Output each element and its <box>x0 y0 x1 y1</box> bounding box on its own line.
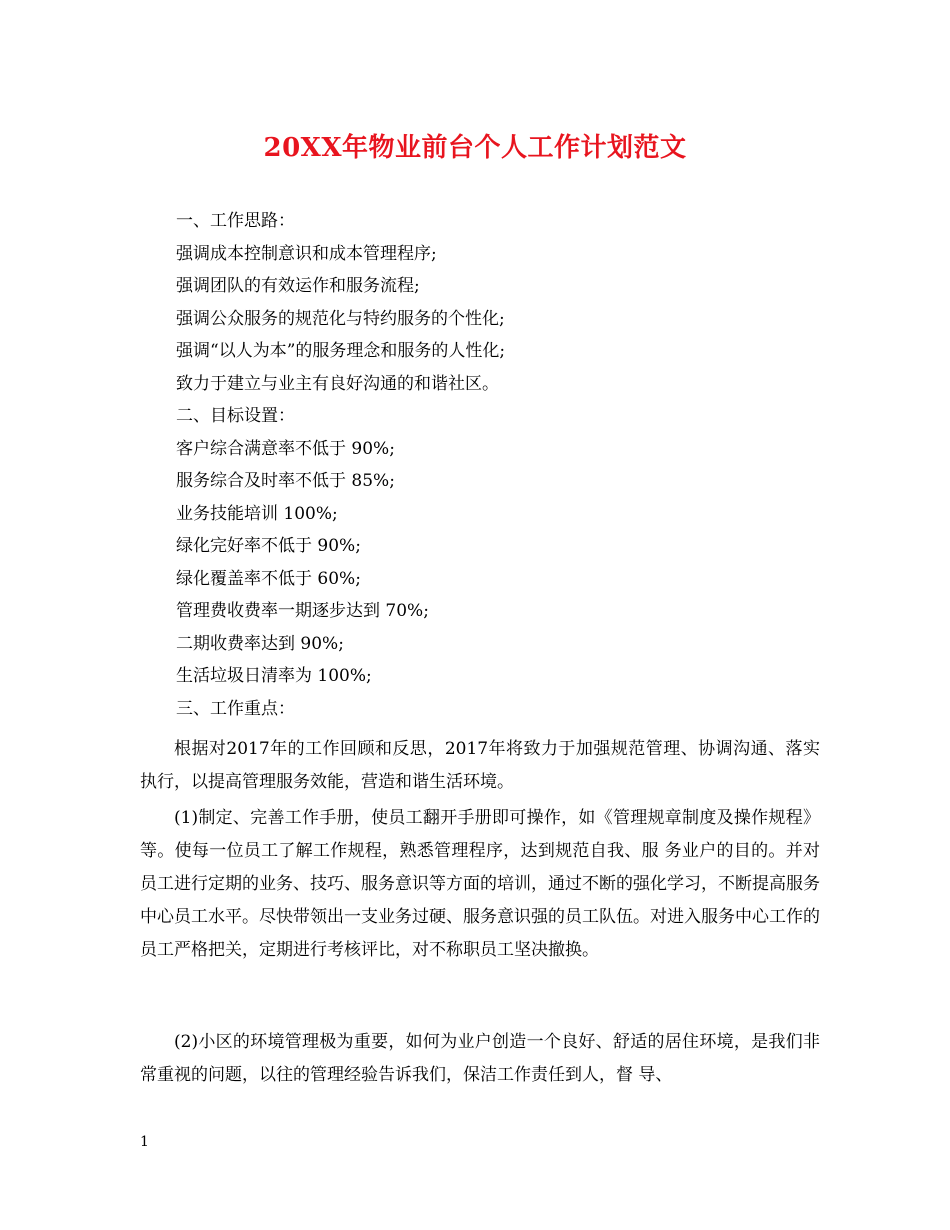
list-item: 二期收费率达到 90%; <box>176 633 344 654</box>
list-item: 生活垃圾日清率为 100%; <box>176 666 372 686</box>
list-item: 强调公众服务的规范化与特约服务的个性化; <box>176 308 505 329</box>
list-item: 绿化覆盖率不低于 60%; <box>176 568 361 589</box>
section-heading-1: 一、工作思路： <box>176 211 295 231</box>
section-heading-2: 二、目标设置： <box>176 406 295 426</box>
list-item: 致力于建立与业主有良好沟通的和谐社区。 <box>176 373 499 394</box>
document-title: 20XX年物业前台个人工作计划范文 <box>263 133 687 163</box>
list-item: 强调“以人为本”的服务理念和服务的人性化; <box>176 341 506 361</box>
plan-list <box>176 205 826 725</box>
paragraph-item-2: (2)小区的环境管理极为重要，如何为业户创造一个良好、舒适的居住环境，是我们非常重视的问题，以往的管理经验告诉我们，保洁工作责任到人，督 导、 <box>140 1032 820 1085</box>
page-number: 1 <box>140 1134 149 1150</box>
section-heading-3: 三、工作重点： <box>176 698 295 719</box>
list-item: 强调成本控制意识和成本管理程序; <box>176 243 437 264</box>
list-item: 业务技能培训 100%; <box>176 503 338 524</box>
list-item: 管理费收费率一期逐步达到 70%; <box>176 601 429 621</box>
paragraph-intro: 根据对2017年的工作回顾和反思，2017年将致力于加强规范管理、协调沟通、落实执行，以提高管理服务效能，营造和谐生活环境。 <box>140 739 820 792</box>
list-item: 绿化完好率不低于 90%; <box>176 536 361 556</box>
list-item: 强调团队的有效运作和服务流程; <box>176 276 420 296</box>
list-item: 服务综合及时率不低于 85%; <box>176 471 395 491</box>
list-item: 客户综合满意率不低于 90%; <box>176 438 395 459</box>
paragraph-item-1: (1)制定、完善工作手册，使员工翻开手册即可操作，如《管理规章制度及操作规程》等。使每一位员工了解工作规程，熟悉管理程序，达到规范自我、服 务业户的目的。并对员工进行定期的业务、技巧、服务意识等方面的培训，通过不断的强化学习，不断提高服务中心员工水平。尽快带领出一支业务过硬、服务意识强的员工队伍。对进入服务中心工作的员工严格把关，定期进行考核评比，对不称职员工坚决撤换。 <box>140 808 820 960</box>
